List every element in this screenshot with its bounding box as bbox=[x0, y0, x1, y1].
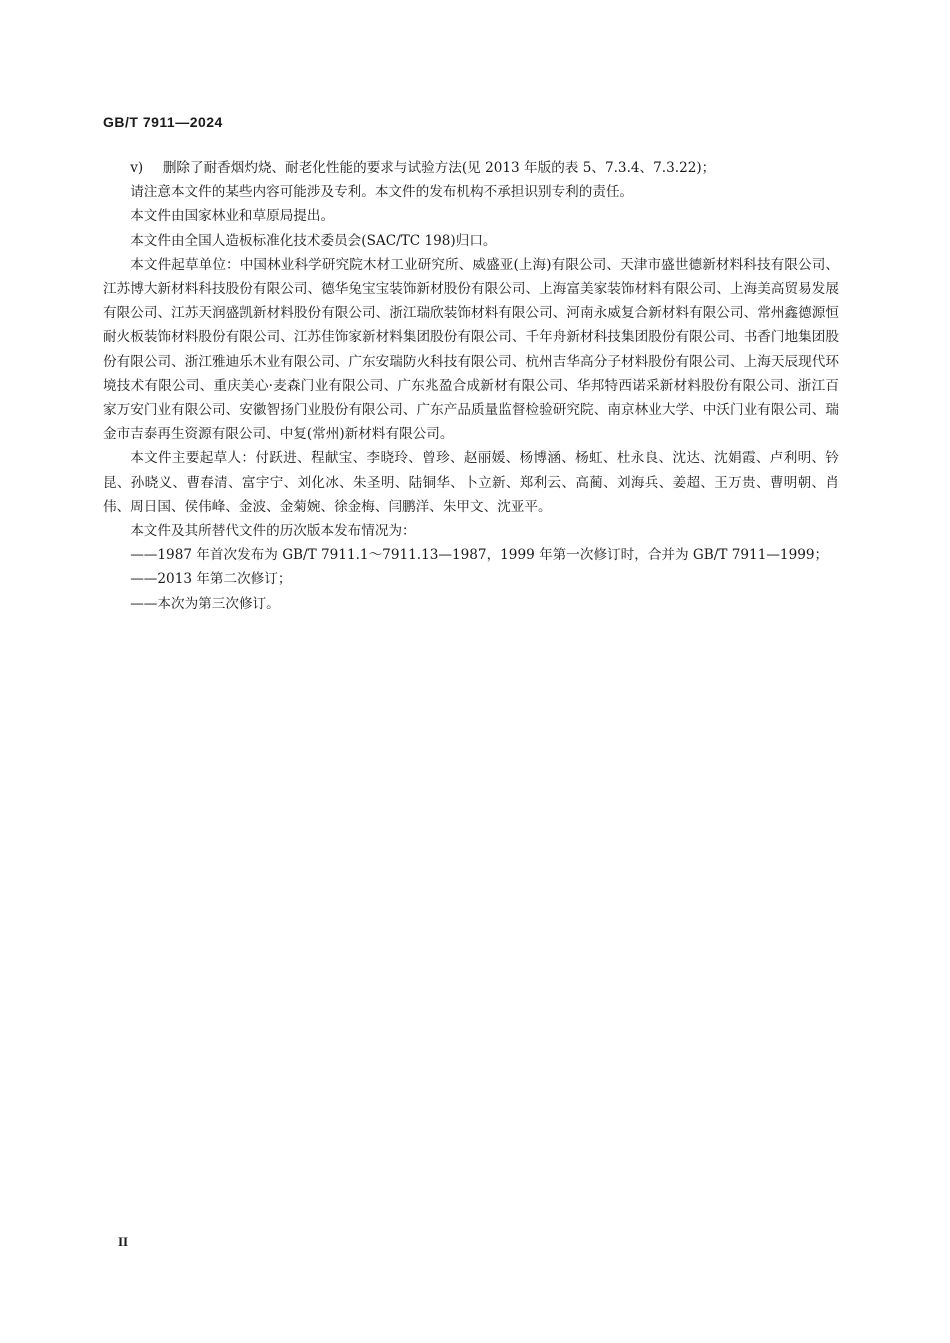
patent-notice: 请注意本文件的某些内容可能涉及专利。本文件的发布机构不承担识别专利的责任。 bbox=[130, 184, 634, 201]
proposed-by-statement: 本文件由国家林业和草原局提出。 bbox=[130, 208, 335, 225]
foreword-body bbox=[103, 156, 839, 616]
list-item-v bbox=[103, 156, 839, 180]
main-drafters-paragraph: 本文件主要起草人：付跃进、程献宝、李晓玲、曾珍、赵丽媛、杨博涵、杨虹、杜永良、沈达、沈娟霞、卢利明、钤昆、孙晓义、曹春清、富宇宁、刘化冰、朱圣明、陆铜华、卜立新、郑利云、高蔺、刘海兵、姜超、王万贵、曹明朝、肖伟、周日国、侯伟峰、金波、金菊婉、徐金梅、闫鹏洋、朱甲文、沈亚平。 bbox=[103, 450, 839, 515]
list-item-text: 删除了耐香烟灼烧、耐老化性能的要求与试验方法(见 2013 年版的表 5、7.3.4、7.3.22)； bbox=[162, 160, 716, 176]
history-item: ——2013 年第二次修订； bbox=[130, 571, 292, 588]
administered-by-statement: 本文件由全国人造板标准化技术委员会(SAC/TC 198)归口。 bbox=[130, 232, 497, 249]
page-number: II bbox=[118, 1234, 129, 1249]
list-marker: v) bbox=[130, 160, 144, 176]
history-item: ——1987 年首次发布为 GB/T 7911.1～7911.13—1987，1999 年第一次修订时，合并为 GB/T 7911—1999； bbox=[130, 547, 829, 564]
drafting-units-paragraph: 本文件起草单位：中国林业科学研究院木材工业研究所、威盛亚(上海)有限公司、天津市盛世德新材料科技有限公司、江苏博大新材料科技股份有限公司、德华兔宝宝装饰新材股份有限公司、上海富美家装饰材料有限公司、上海美高贸易发展有限公司、江苏天润盛凯新材料股份有限公司、浙江瑞欣装饰材料有限公司、河南永威复合新材料有限公司、常州鑫德源恒耐火板装饰材料股份有限公司、江苏佳饰家新材料集团股份有限公司、千年舟新材科技集团股份有限公司、书香门地集团股份有限公司、浙江雅迪乐木业有限公司、广东安瑞防火科技有限公司、杭州吉华高分子材料股份有限公司、上海天辰现代环境技术有限公司、重庆美心·麦森门业有限公司、广东兆盈合成新材有限公司、华邦特西诺采新材料股份有限公司、浙江百家万安门业有限公司、安徽智扬门业股份有限公司、广东产品质量监督检验研究院、南京林业大学、中沃门业有限公司、瑞金市吉泰再生资源有限公司、中复(常州)新材料有限公司。 bbox=[103, 256, 839, 443]
history-intro: 本文件及其所替代文件的历次版本发布情况为： bbox=[130, 523, 416, 540]
standard-number-header: GB/T 7911—2024 bbox=[103, 114, 223, 130]
history-item: ——本次为第三次修订。 bbox=[130, 595, 280, 612]
